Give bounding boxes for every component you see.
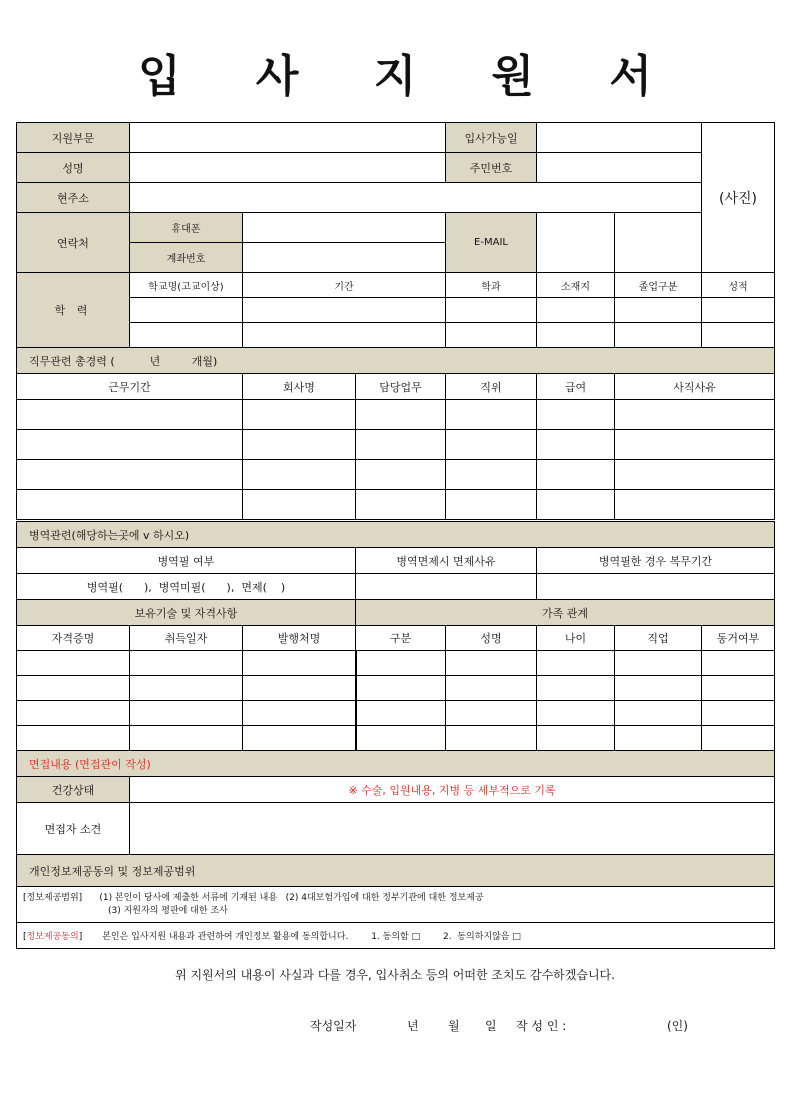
family-header-job: 직업 xyxy=(615,626,702,651)
career-cell[interactable] xyxy=(446,460,537,490)
edu-cell[interactable] xyxy=(537,298,615,323)
skill-header-date: 취득일자 xyxy=(130,626,243,651)
family-cell[interactable] xyxy=(537,676,615,701)
sign-writer-label: 작 성 인 : xyxy=(516,1019,567,1033)
start-date-label: 입사가능일 xyxy=(446,123,537,153)
family-cell[interactable] xyxy=(615,726,702,751)
id-number-input[interactable] xyxy=(537,153,702,183)
family-cell[interactable] xyxy=(615,676,702,701)
career-cell[interactable] xyxy=(446,400,537,430)
form-title: 입 사 지 원 서 xyxy=(138,51,682,102)
skill-cell[interactable] xyxy=(243,701,356,726)
career-header-salary: 급여 xyxy=(537,374,615,400)
edu-header-graduation: 졸업구분 xyxy=(615,273,702,298)
family-cell[interactable] xyxy=(446,651,537,676)
health-label: 건강상태 xyxy=(17,777,130,803)
agree-option[interactable]: 1. 동의함 □ xyxy=(371,932,421,942)
career-cell[interactable] xyxy=(537,430,615,460)
privacy-section-title: 개인정보제공동의 및 정보제공범위 xyxy=(17,855,775,887)
career-cell[interactable] xyxy=(537,400,615,430)
skill-cell[interactable] xyxy=(17,651,130,676)
edu-header-grade: 성적 xyxy=(702,273,775,298)
account-label: 계좌번호 xyxy=(130,243,243,273)
edu-cell[interactable] xyxy=(243,323,446,348)
skill-cell[interactable] xyxy=(243,676,356,701)
edu-cell[interactable] xyxy=(446,298,537,323)
family-cell[interactable] xyxy=(356,701,446,726)
career-header-company: 회사명 xyxy=(243,374,356,400)
career-section-title: 직무관련 총경력 ( 년 개월) xyxy=(17,348,775,374)
privacy-scope xyxy=(17,887,775,923)
dept-label: 지원부문 xyxy=(17,123,130,153)
skill-cell[interactable] xyxy=(17,701,130,726)
email-label: E-MAIL xyxy=(446,213,537,273)
career-cell[interactable] xyxy=(537,490,615,520)
skill-header-cert: 자격증명 xyxy=(17,626,130,651)
family-header-relation: 구분 xyxy=(356,626,446,651)
sign-day: 일 xyxy=(485,1019,497,1033)
skill-header-issuer: 발행처명 xyxy=(243,626,356,651)
career-cell[interactable] xyxy=(356,490,446,520)
privacy-consent: [정보제공동의] 본인은 입사지원 내용과 관련하여 개인정보 활용에 동의합니다. 1. 동의함 □ 2. 동의하지않음 □ xyxy=(17,923,775,949)
family-cell[interactable] xyxy=(537,701,615,726)
family-cell[interactable] xyxy=(446,726,537,751)
career-cell[interactable] xyxy=(446,490,537,520)
address-label: 현주소 xyxy=(17,183,130,213)
family-cell[interactable] xyxy=(615,651,702,676)
career-cell[interactable] xyxy=(17,490,243,520)
edu-cell[interactable] xyxy=(615,323,702,348)
family-cell[interactable] xyxy=(615,701,702,726)
opinion-input[interactable] xyxy=(130,803,775,855)
career-cell[interactable] xyxy=(17,460,243,490)
skill-cell[interactable] xyxy=(130,651,243,676)
disagree-option[interactable]: 2. 동의하지않음 □ xyxy=(443,932,521,942)
interview-section-title: 면접내용 (면접관이 작성) xyxy=(17,751,775,777)
edu-header-school: 학교명(고교이상) xyxy=(130,273,243,298)
sign-year: 년 xyxy=(407,1019,419,1033)
career-cell[interactable] xyxy=(17,400,243,430)
military-options[interactable]: 병역필( ), 병역미필( ), 면제( ) xyxy=(17,574,356,600)
start-date-input[interactable] xyxy=(537,123,702,153)
family-cell[interactable] xyxy=(446,701,537,726)
family-cell[interactable] xyxy=(702,676,775,701)
military-status-header: 병역필 여부 xyxy=(17,548,356,574)
email-input[interactable] xyxy=(537,213,615,273)
skill-cell[interactable] xyxy=(130,726,243,751)
family-header-name: 성명 xyxy=(446,626,537,651)
family-header-age: 나이 xyxy=(537,626,615,651)
education-label: 학 력 xyxy=(17,273,130,348)
family-cell[interactable] xyxy=(446,676,537,701)
family-cell[interactable] xyxy=(702,651,775,676)
edu-cell[interactable] xyxy=(130,323,243,348)
edu-cell[interactable] xyxy=(702,298,775,323)
opinion-label: 면접자 소견 xyxy=(17,803,130,855)
career-header-period: 근무기간 xyxy=(17,374,243,400)
military-section-title: 병역관련(해당하는곳에 v 하시오) xyxy=(17,522,775,548)
privacy-scope-label: [정보제공범위] xyxy=(23,892,83,903)
edu-cell[interactable] xyxy=(243,298,446,323)
military-exempt-header: 병역면제시 면제사유 xyxy=(356,548,537,574)
basic-career-table xyxy=(16,122,775,520)
privacy-scope-line2: (3) 지원자의 평판에 대한 조사 xyxy=(108,905,228,916)
privacy-consent-label: 정보제공동의 xyxy=(26,932,79,942)
family-cell[interactable] xyxy=(537,726,615,751)
career-cell[interactable] xyxy=(356,460,446,490)
privacy-scope-line1: (1) 본인이 당사에 제출한 서류에 기재된 내용 (2) 4대보험가입에 대한 정부기관에 대한 정보제공 xyxy=(99,892,484,903)
address-input[interactable] xyxy=(130,183,702,213)
skill-cell[interactable] xyxy=(17,676,130,701)
dept-input[interactable] xyxy=(130,123,446,153)
photo-area[interactable]: (사진) xyxy=(702,123,775,273)
sign-seal[interactable]: (인) xyxy=(667,1019,688,1033)
career-cell[interactable] xyxy=(243,490,356,520)
sign-month: 월 xyxy=(448,1019,460,1033)
phone-label: 휴대폰 xyxy=(130,213,243,243)
career-cell[interactable] xyxy=(615,400,775,430)
family-cell[interactable] xyxy=(702,726,775,751)
account-input[interactable] xyxy=(243,243,446,273)
phone-input[interactable] xyxy=(243,213,446,243)
name-input[interactable] xyxy=(130,153,446,183)
career-cell[interactable] xyxy=(446,430,537,460)
military-family-table xyxy=(16,521,775,949)
career-cell[interactable] xyxy=(615,430,775,460)
family-cell[interactable] xyxy=(537,651,615,676)
career-header-reason: 사직사유 xyxy=(615,374,775,400)
skill-cell[interactable] xyxy=(243,651,356,676)
family-section-title: 가족 관계 xyxy=(356,600,775,626)
id-number-label: 주민번호 xyxy=(446,153,537,183)
health-input[interactable]: ※ 수술, 입원내용, 지병 등 세부적으로 기록 xyxy=(130,777,775,803)
military-period-input[interactable] xyxy=(537,574,775,600)
skill-cell[interactable] xyxy=(17,726,130,751)
career-header-duty: 담당업무 xyxy=(356,374,446,400)
family-cell[interactable] xyxy=(356,726,446,751)
family-cell[interactable] xyxy=(356,651,446,676)
military-period-header: 병역필한 경우 복무기간 xyxy=(537,548,775,574)
career-cell[interactable] xyxy=(615,490,775,520)
family-cell[interactable] xyxy=(356,676,446,701)
skill-cell[interactable] xyxy=(243,726,356,751)
edu-cell[interactable] xyxy=(702,323,775,348)
name-label: 성명 xyxy=(17,153,130,183)
privacy-consent-text: 본인은 입사지원 내용과 관련하여 개인정보 활용에 동의합니다. xyxy=(102,932,349,942)
career-cell[interactable] xyxy=(243,460,356,490)
sign-date-label: 작성일자 xyxy=(310,1019,357,1033)
declaration-text: 위 지원서의 내용이 사실과 다를 경우, 입사취소 등의 어떠한 조치도 감수하겠습니다. xyxy=(175,968,615,982)
edu-cell[interactable] xyxy=(537,323,615,348)
skill-cell[interactable] xyxy=(130,676,243,701)
edu-cell[interactable] xyxy=(615,298,702,323)
edu-header-period: 기간 xyxy=(243,273,446,298)
career-cell[interactable] xyxy=(356,430,446,460)
edu-cell[interactable] xyxy=(130,298,243,323)
career-cell[interactable] xyxy=(537,460,615,490)
skills-section-title: 보유기술 및 자격사항 xyxy=(17,600,356,626)
career-cell[interactable] xyxy=(243,400,356,430)
edu-header-location: 소재지 xyxy=(537,273,615,298)
skill-cell[interactable] xyxy=(130,701,243,726)
career-cell[interactable] xyxy=(17,430,243,460)
career-cell[interactable] xyxy=(615,460,775,490)
career-cell[interactable] xyxy=(243,430,356,460)
edu-header-major: 학과 xyxy=(446,273,537,298)
career-header-position: 직위 xyxy=(446,374,537,400)
contact-label: 연락처 xyxy=(17,213,130,273)
career-cell[interactable] xyxy=(356,400,446,430)
edu-cell[interactable] xyxy=(446,323,537,348)
family-cell[interactable] xyxy=(702,701,775,726)
family-header-cohabit: 동거여부 xyxy=(702,626,775,651)
military-exempt-input[interactable] xyxy=(356,574,537,600)
